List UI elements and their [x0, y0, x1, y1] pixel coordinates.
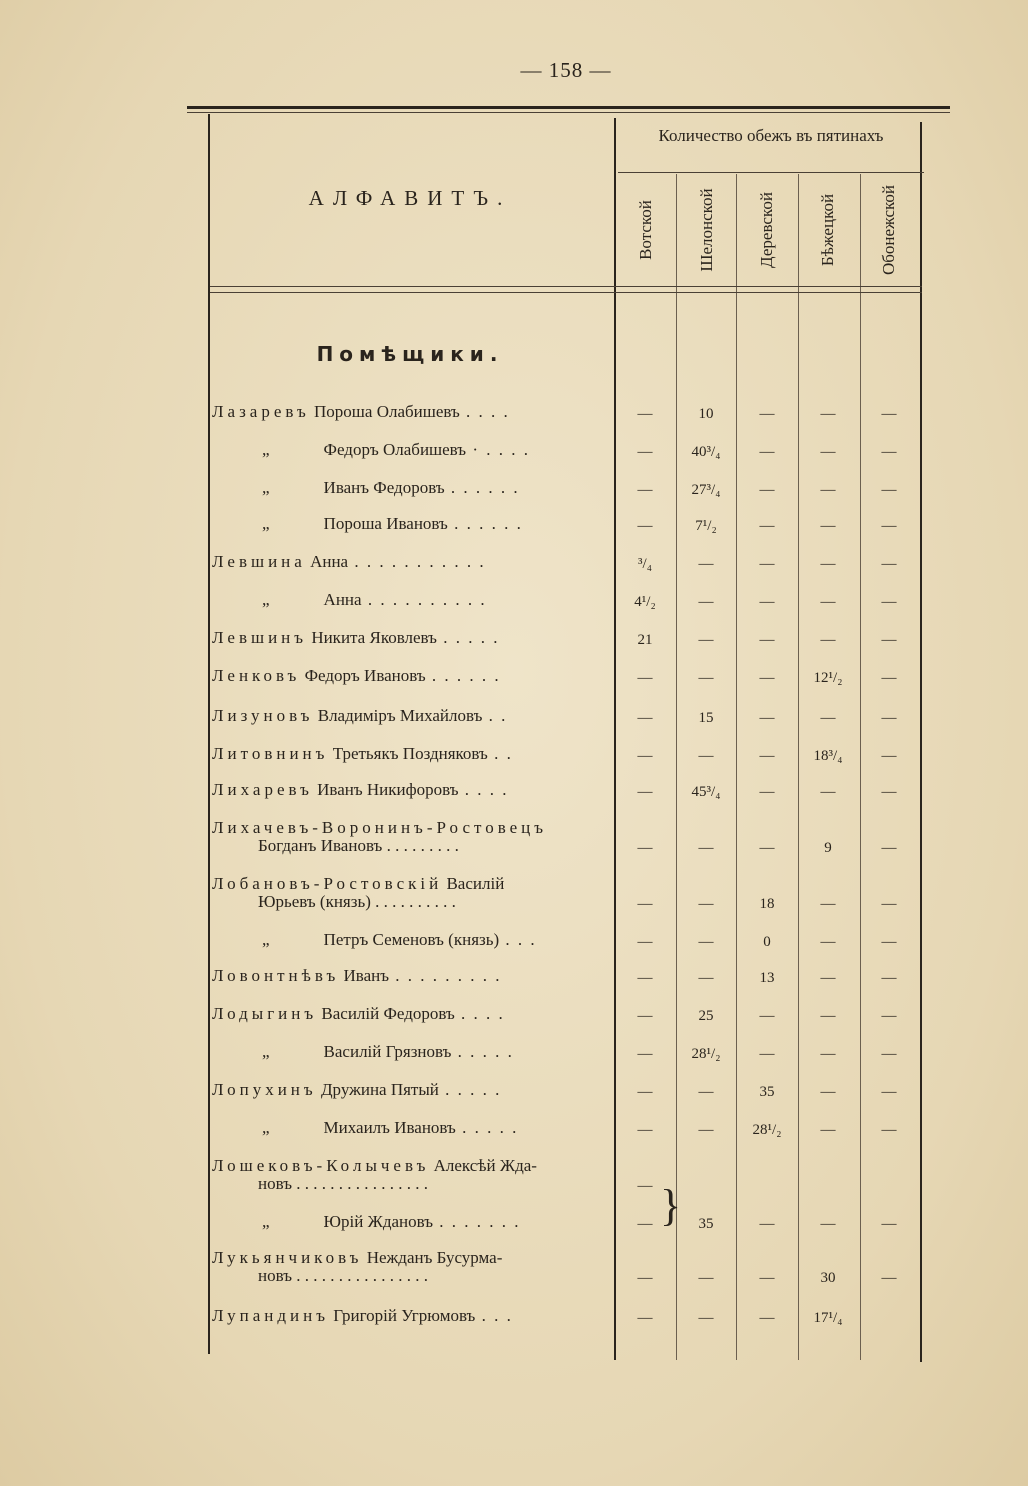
value-cell: —: [698, 1084, 714, 1100]
value-cell: —: [820, 556, 836, 572]
surname: Лодыгинъ: [212, 1004, 318, 1023]
value-cell: —: [881, 1270, 897, 1286]
value-cell: —: [637, 1270, 653, 1286]
dot-leader: . . . . .: [436, 628, 500, 647]
section-title: Помѣщики.: [316, 342, 504, 366]
brace-glyph: }: [660, 1181, 682, 1230]
value-cell: —: [820, 970, 836, 986]
row-name-continued: Богданъ Ивановъ . . . . . . . . .: [258, 836, 459, 855]
value-cell: —: [698, 748, 714, 764]
value-cell: 15: [698, 710, 714, 726]
given-name: Василій Федоровъ: [321, 1004, 455, 1023]
value-cell: 4¹/₂: [634, 594, 656, 610]
value-cell: —: [637, 896, 653, 912]
dot-leader: . .: [487, 744, 513, 763]
col-rule-4: [860, 174, 861, 1360]
value-cell: 21: [637, 632, 653, 648]
value-cell: 13: [759, 970, 775, 986]
col-rule-3: [798, 174, 799, 1360]
value-cell: —: [881, 556, 897, 572]
value-cell: —: [820, 710, 836, 726]
ditto-mark: „: [262, 1042, 270, 1061]
value-cell: —: [820, 1122, 836, 1138]
value-cell: —: [637, 934, 653, 950]
value-cell: —: [698, 970, 714, 986]
row-name: [212, 874, 504, 894]
ditto-mark: „: [262, 514, 270, 533]
row-name-continued: новъ . . . . . . . . . . . . . . . .: [258, 1266, 428, 1285]
row-name: [262, 1042, 514, 1062]
surname: Литовнинъ: [212, 744, 329, 763]
given-name: Иванъ Федоровъ: [323, 478, 445, 497]
value-cell: —: [759, 1046, 775, 1062]
dot-leader: . . . . . . . . . . .: [348, 552, 486, 571]
dot-leader: . .: [482, 706, 508, 725]
value-cell: —: [637, 710, 653, 726]
column-header-votskoy: Вотской: [636, 200, 655, 260]
value-cell: —: [759, 632, 775, 648]
given-name: Федоръ Олабишевъ: [323, 440, 467, 459]
given-name: Михаилъ Ивановъ: [323, 1118, 456, 1137]
value-cell: —: [698, 1310, 714, 1326]
value-cell: —: [759, 1310, 775, 1326]
value-cell: —: [637, 518, 653, 534]
value-cell: —: [881, 748, 897, 764]
value-cell: 35: [698, 1216, 714, 1232]
row-name: [212, 1156, 537, 1176]
value-cell: 7¹/₂: [695, 518, 717, 534]
row-name: [212, 628, 499, 648]
dot-leader: · . . . .: [466, 440, 530, 459]
dot-leader: . . . . .: [455, 1118, 519, 1137]
given-name: Пороша Ивановъ: [323, 514, 448, 533]
surname: Левшинъ: [212, 628, 308, 647]
value-cell: —: [759, 1270, 775, 1286]
row-name: [212, 1306, 513, 1326]
ditto-mark: „: [262, 590, 270, 609]
row-name: [262, 514, 523, 534]
value-cell: —: [820, 482, 836, 498]
value-cell: —: [820, 784, 836, 800]
value-cell: —: [881, 896, 897, 912]
given-name: Анна: [310, 552, 349, 571]
dot-leader: . . . . .: [451, 1042, 514, 1061]
value-cell: —: [881, 1046, 897, 1062]
value-cell: —: [881, 670, 897, 686]
column-header-bezhetskoy: Бѣжецкой: [818, 193, 837, 267]
row-name: [262, 590, 487, 610]
given-name: Никита Яковлевъ: [311, 628, 437, 647]
value-cell: —: [881, 784, 897, 800]
value-cell: —: [637, 1008, 653, 1024]
value-cell: —: [881, 1008, 897, 1024]
surname: Ловонтнѣвъ: [212, 966, 340, 985]
given-name: Иванъ Никифоровъ: [317, 780, 459, 799]
value-cell: ³/₄: [638, 556, 652, 572]
surname: Лобановъ-Ростовскій: [212, 874, 443, 893]
value-cell: —: [820, 1216, 836, 1232]
surname: Лупандинъ: [212, 1306, 329, 1325]
value-cell: —: [637, 444, 653, 460]
surname: Левшина: [212, 552, 306, 571]
dot-leader: . . . . . . . . .: [389, 966, 502, 985]
value-cell: 35: [759, 1084, 775, 1100]
value-cell: 30: [820, 1270, 836, 1286]
row-name: [212, 744, 513, 764]
value-cell: —: [881, 934, 897, 950]
ditto-mark: „: [262, 930, 270, 949]
value-cell: —: [637, 1216, 653, 1232]
dot-leader: . . . .: [454, 1004, 505, 1023]
value-cell: —: [637, 406, 653, 422]
value-cell: —: [637, 840, 653, 856]
value-cell: —: [820, 632, 836, 648]
value-cell: 27³/₄: [691, 482, 721, 498]
value-cell: —: [637, 1122, 653, 1138]
dot-leader: . . . . . . .: [433, 1212, 521, 1231]
row-name: [212, 1248, 502, 1268]
value-cell: —: [759, 1216, 775, 1232]
row-name: [212, 706, 507, 726]
value-cell: —: [881, 406, 897, 422]
value-cell: 45³/₄: [691, 784, 721, 800]
value-cell: —: [637, 784, 653, 800]
value-cell: —: [881, 632, 897, 648]
value-cell: —: [698, 670, 714, 686]
dot-leader: . . . . . .: [444, 478, 520, 497]
value-cell: —: [637, 748, 653, 764]
surname: Лукьянчиковъ: [212, 1248, 363, 1267]
count-header: Количество обежъ въ пятинахъ: [658, 126, 884, 145]
value-cell: —: [698, 632, 714, 648]
value-cell: —: [820, 934, 836, 950]
value-cell: 18³/₄: [813, 748, 843, 764]
ditto-mark: „: [262, 1118, 270, 1137]
given-name: Василій: [446, 874, 505, 893]
value-cell: 9: [824, 840, 832, 856]
value-cell: —: [698, 556, 714, 572]
value-cell: —: [698, 934, 714, 950]
row-name: [262, 930, 537, 950]
given-name: Нежданъ Бусурма-: [366, 1248, 503, 1267]
given-name: Третьякъ Поздняковъ: [332, 744, 488, 763]
value-cell: —: [759, 482, 775, 498]
row-name: [212, 1080, 501, 1100]
dot-leader: . . .: [499, 930, 537, 949]
column-header-obonezhskoy: Обонежской: [879, 184, 898, 276]
page-number: — 158 —: [520, 58, 612, 82]
surname: Лопухинъ: [212, 1080, 317, 1099]
row-name: [212, 780, 509, 800]
dot-leader: . . . . .: [438, 1080, 502, 1099]
value-cell: —: [759, 518, 775, 534]
dot-leader: . . .: [475, 1306, 513, 1325]
surname: Лихачевъ-Воронинъ-Ростовецъ: [212, 818, 548, 837]
given-name: Дружина Пятый: [320, 1080, 439, 1099]
value-cell: —: [698, 1122, 714, 1138]
row-name: [212, 1004, 505, 1024]
col-rule-2: [736, 174, 737, 1360]
surname: Лихаревъ: [212, 780, 313, 799]
value-cell: —: [881, 1084, 897, 1100]
given-name: Юрій Ждановъ: [323, 1212, 434, 1231]
given-name: Иванъ: [343, 966, 390, 985]
value-cell: 28¹/₂: [752, 1122, 782, 1138]
value-cell: —: [881, 1216, 897, 1232]
right-border: [920, 122, 922, 1362]
value-cell: —: [881, 840, 897, 856]
value-cell: —: [759, 556, 775, 572]
ditto-mark: „: [262, 478, 270, 497]
header-bottom-rule: [210, 286, 922, 287]
dot-leader: . . . .: [458, 780, 509, 799]
given-name: Василій Грязновъ: [323, 1042, 452, 1061]
given-name: Федоръ Ивановъ: [304, 666, 426, 685]
value-cell: 0: [763, 934, 771, 950]
value-cell: —: [881, 1122, 897, 1138]
header-bottom-rule-2: [210, 292, 922, 293]
dot-leader: . . . . . . . . . .: [361, 590, 487, 609]
value-cell: —: [637, 970, 653, 986]
surname: Лазаревъ: [212, 402, 310, 421]
row-name-continued: Юрьевъ (князь) . . . . . . . . . .: [258, 892, 456, 911]
value-cell: —: [759, 594, 775, 610]
given-name: Григорій Угрюмовъ: [333, 1306, 476, 1325]
value-cell: 18: [759, 896, 775, 912]
value-cell: —: [637, 670, 653, 686]
row-name: [262, 478, 520, 498]
alphabet-column-rule: [614, 118, 616, 1360]
value-cell: —: [820, 896, 836, 912]
value-cell: —: [698, 1270, 714, 1286]
top-rule-thin: [187, 112, 950, 113]
value-cell: —: [759, 840, 775, 856]
given-name: Анна: [323, 590, 362, 609]
row-name: [212, 666, 501, 686]
value-cell: 28¹/₂: [691, 1046, 721, 1062]
value-cell: —: [881, 518, 897, 534]
top-rule: [187, 106, 950, 109]
given-name: Алексѣй Жда-: [433, 1156, 537, 1175]
value-cell: —: [881, 710, 897, 726]
value-cell: —: [881, 444, 897, 460]
value-cell: —: [637, 1084, 653, 1100]
value-cell: —: [820, 406, 836, 422]
value-cell: —: [820, 1084, 836, 1100]
given-name: Петръ Семеновъ (князь): [323, 930, 500, 949]
value-cell: —: [820, 518, 836, 534]
value-cell: —: [881, 970, 897, 986]
surname: Ленковъ: [212, 666, 301, 685]
value-cell: 17¹/₄: [813, 1310, 843, 1326]
value-cell: —: [759, 748, 775, 764]
value-cell: —: [759, 406, 775, 422]
value-cell: —: [637, 1178, 653, 1194]
value-cell: —: [637, 482, 653, 498]
row-name: [262, 1212, 521, 1232]
value-cell: —: [759, 444, 775, 460]
left-border: [208, 114, 210, 1354]
value-cell: 25: [698, 1008, 714, 1024]
ditto-mark: „: [262, 1212, 270, 1231]
value-cell: —: [759, 1008, 775, 1024]
value-cell: 10: [698, 406, 714, 422]
value-cell: —: [698, 840, 714, 856]
surname: Лошековъ-Колычевъ: [212, 1156, 430, 1175]
value-cell: —: [759, 784, 775, 800]
value-cell: —: [637, 1046, 653, 1062]
value-cell: —: [820, 1046, 836, 1062]
ditto-mark: „: [262, 440, 270, 459]
row-name: [212, 552, 486, 572]
row-name: [262, 1118, 518, 1138]
value-cell: —: [881, 594, 897, 610]
dot-leader: . . . . . .: [447, 514, 523, 533]
given-name: Пороша Олабишевъ: [314, 402, 460, 421]
dot-leader: . . . .: [459, 402, 510, 421]
value-cell: 40³/₄: [691, 444, 721, 460]
row-name-continued: новъ . . . . . . . . . . . . . . . .: [258, 1174, 428, 1193]
row-name: [212, 818, 547, 838]
alphabet-header: АЛФАВИТЪ.: [308, 186, 512, 210]
column-header-derevskoy: Деревской: [757, 192, 776, 268]
value-cell: —: [820, 594, 836, 610]
value-cell: —: [881, 482, 897, 498]
value-cell: —: [698, 896, 714, 912]
surname: Лизуновъ: [212, 706, 314, 725]
value-cell: —: [759, 710, 775, 726]
dot-leader: . . . . . .: [425, 666, 501, 685]
value-cell: —: [698, 594, 714, 610]
column-header-shelonskoy: Шелонской: [697, 188, 716, 272]
value-cell: —: [820, 1008, 836, 1024]
row-name: [262, 440, 530, 460]
value-cell: —: [820, 444, 836, 460]
row-name: [212, 966, 502, 986]
value-cell: —: [759, 670, 775, 686]
row-name: [212, 402, 510, 422]
given-name: Владиміръ Михайловъ: [317, 706, 483, 725]
value-cell: —: [637, 1310, 653, 1326]
value-cell: 12¹/₂: [813, 670, 843, 686]
